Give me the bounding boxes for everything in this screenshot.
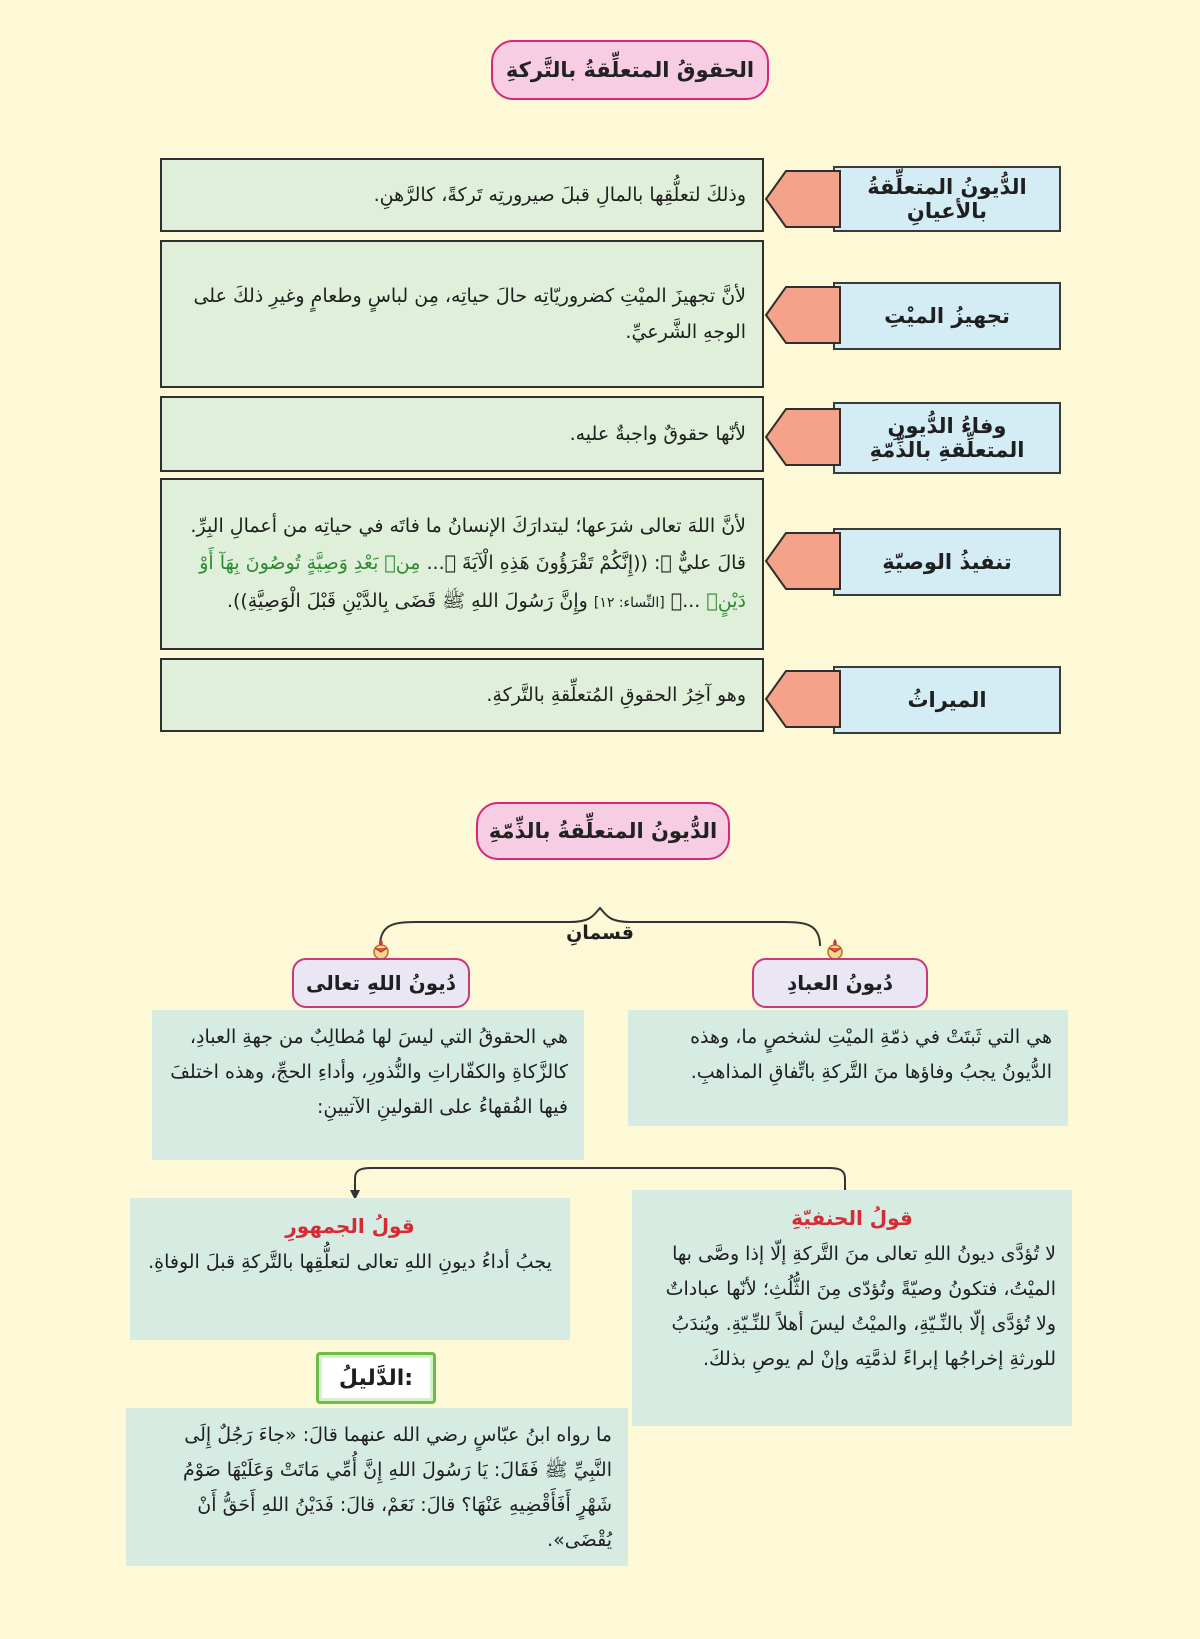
quran-verse: مِنۢ بَعْدِ وَصِيَّةٍ تُوصُونَ بِهَآ أَوْ دَيْنٍۗ [199,552,746,612]
divider-label: قسمانِ [566,922,634,944]
label-debts-on-assets [833,166,1061,232]
arrow-left-icon [762,668,842,730]
ornament-icon [370,938,392,960]
label-debts-on-liability-text: وفاءُ الدُّيونِ المتعلِّقةِ بالذِّمّةِ [869,414,1025,462]
section2-title-text: الدُّيونُ المتعلِّقةُ بالذِّمّةِ [488,819,718,843]
section1-title-text: الحقوقُ المتعلِّقةُ بالتَّركةِ [505,58,755,82]
text-god-debts-content: هي الحقوقُ التي ليسَ لها مُطالِبٌ من جهةِ العبادِ، كالزَّكاةِ والكفّاراتِ والنُّذورِ، وأداءِ الحجِّ، وهذه اختلفَ فيها الفُقهاءُ على القولينِ الآتيينِ: [170,1026,568,1119]
text-executing-will-hadith [178,545,746,619]
text-executing-will-reason: لأنَّ اللهَ تعالى شرَعها؛ ليتدارَكَ الإنسانُ ما فاتَه في حياتِه من أعمالِ البِرِّ. [190,515,746,538]
category-people-debts [752,958,928,1008]
label-funeral-preparation [833,282,1061,350]
label-debts-on-assets-text: الدُّيونُ المتعلِّقةُ بالأعيانِ [867,175,1027,223]
opinion-jumhur-text: يجبُ أداءُ ديونِ اللهِ تعالى لتعلُّقِها بالتَّركةِ قبلَ الوفاةِ. [148,1251,552,1273]
text-funeral-preparation [160,240,764,388]
opinion-hanafi [632,1190,1072,1426]
text-executing-will [160,478,764,650]
evidence-title [316,1352,436,1404]
ornament-icon [824,938,846,960]
label-debts-on-liability [833,402,1061,474]
text-inheritance [160,658,764,732]
text-people-debts [628,1010,1068,1126]
verse-reference: [النِّساء: ١٢] [593,594,665,611]
text-debts-on-assets [160,158,764,232]
quran-verse-close: ...﴾ [670,589,701,612]
arrow-left-icon [762,284,842,346]
section1-title [491,40,769,100]
category-people-debts-text: دُيونُ العبادِ [787,971,893,995]
hadith-tail: وإِنَّ رَسُولَ اللهِ ﷺ قَضَى بِالدَّيْنِ قَبْلَ الْوَصِيَّةِ)). [226,589,588,612]
opinion-hanafi-title: قولُ الحنفيّةِ [791,1206,913,1230]
label-executing-will-text: تنفيذُ الوصيّةِ [882,550,1012,574]
arrow-left-icon [762,530,842,592]
opinion-jumhur-title: قولُ الجمهورِ [285,1214,415,1238]
text-people-debts-content: هي التي ثَبتَتْ في ذمّةِ الميْتِ لشخصٍ ما، وهذه الدُّيونُ يجبُ وفاؤها منَ التَّركةِ باتِّفاقِ المذاهبِ. [690,1026,1052,1084]
arrow-left-icon [762,406,842,468]
label-inheritance [833,666,1061,734]
evidence-text-content: ما رواه ابنُ عبّاسٍ رضي الله عنهما قالَ: «جاءَ رَجُلٌ إِلَى النَّبِيِّ ﷺ فَقَالَ: يَا رَسُولَ اللهِ إِنَّ أُمِّي مَاتَتْ وَعَلَيْهَا صَوْمُ شَهْرٍ أَفَأَقْضِيهِ عَنْهَا؟ قالَ: نَعَمْ، قالَ: فَدَيْنُ اللهِ أَحَقُّ أَنْ يُقْضَى». [183,1424,612,1552]
text-debts-on-assets-content: وذلكَ لتعلُّقِها بالمالِ قبلَ صيرورتِه تَركةً، كالرَّهنِ. [373,183,746,206]
arrow-left-icon [762,168,842,230]
text-inheritance-content: وهو آخِرُ الحقوقِ المُتعلِّقةِ بالتَّركةِ. [486,683,746,706]
hadith-intro: قالَ عليٌّ ﷺ: ((إِنَّكُمْ تَقْرَؤُونَ هَذِهِ الْآيَةَ ﴿... [426,552,746,575]
text-funeral-preparation-content: لأنَّ تجهيزَ الميْتِ كضروريّاتِه حالَ حياتِه، مِن لباسٍ وطعامٍ وغيرِ ذلكَ على الوجهِ الشَّرعيِّ. [193,284,746,343]
text-god-debts [152,1010,584,1160]
text-debts-on-liability-content: لأنّها حقوقٌ واجبةٌ عليه. [569,422,746,445]
text-debts-on-liability [160,396,764,472]
evidence-text [126,1408,628,1566]
section2-title [476,802,730,860]
opinion-hanafi-text: لا تُؤدَّى ديونُ اللهِ تعالى منَ التَّركةِ إلّا إذا وصَّى بها الميْتُ، فتكونُ وصيّةً وتُؤدّى مِنَ الثُّلُثِ؛ لأنّها عباداتٌ ولا تُؤدَّى إلّا بالنِّـيّةِ، والميْتُ ليسَ أهلاً للنِّـيّةِ. ويُندَبُ للورثةِ إخراجُها إبراءً لذمَّتِه وإنْ لم يوصِ بذلكَ. [665,1243,1056,1371]
category-god-debts [292,958,470,1008]
opinion-jumhur [130,1198,570,1340]
label-funeral-preparation-text: تجهيزُ الميْتِ [884,304,1010,328]
evidence-title-text: الدَّليلُ: [338,1365,414,1391]
label-executing-will [833,528,1061,596]
category-god-debts-text: دُيونُ اللهِ تعالى [305,971,457,995]
label-inheritance-text: الميراثُ [907,688,987,712]
